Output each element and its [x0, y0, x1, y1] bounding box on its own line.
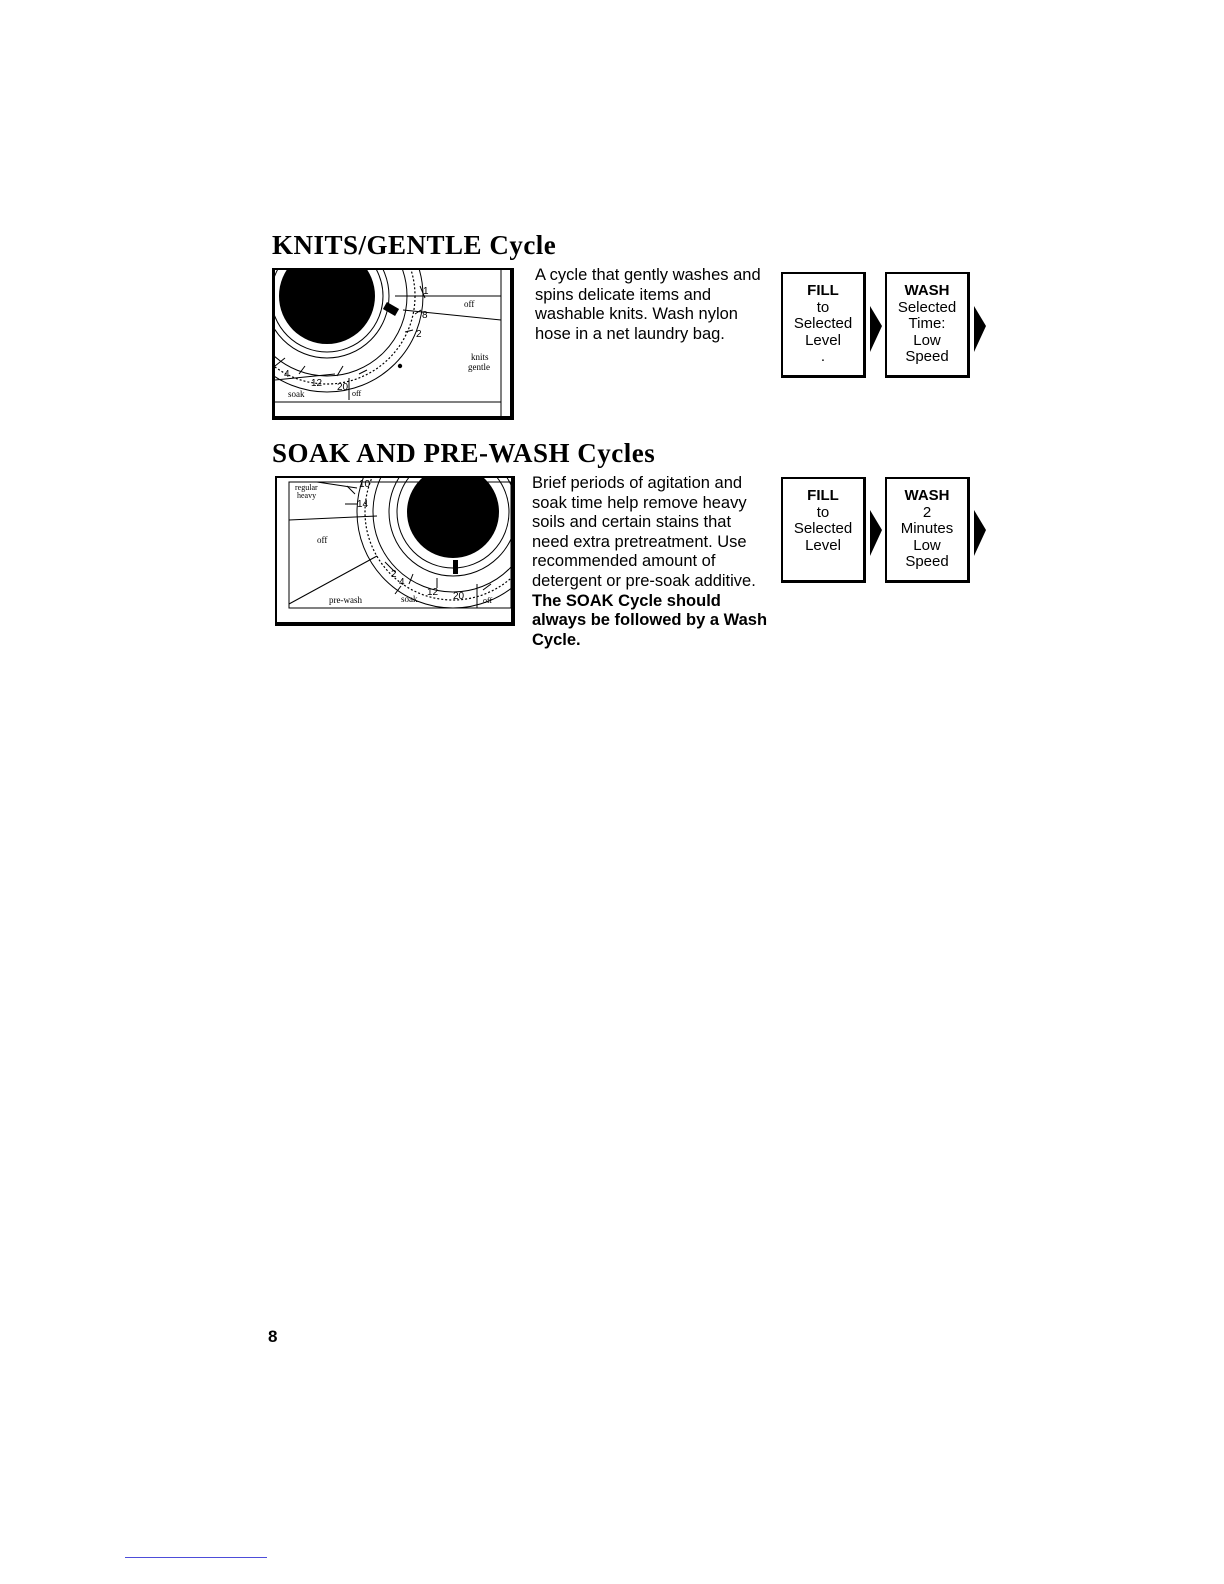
dial-number-20: 20	[453, 591, 465, 602]
dial-number-2: 2	[391, 569, 397, 580]
flow-arrow-icon	[972, 304, 988, 354]
step-line: Low	[913, 536, 941, 554]
dial-label-pre-wash: pre-wash	[329, 595, 362, 605]
dial-label-knits: knits	[471, 352, 489, 362]
step-line: Minutes	[900, 520, 954, 537]
step-header: FILL	[807, 487, 839, 504]
step-line: to	[816, 298, 830, 316]
soak-prewash-description	[532, 474, 772, 650]
description-text: Brief periods of agitation and soak time help remove heavy soils and certain stains that need extra pretreatment. Use recommended amount of detergent or pre-soak additive.	[532, 474, 756, 590]
dial-label-off: off	[464, 299, 475, 309]
page-number: 8	[268, 1327, 278, 1346]
knits-gentle-description: A cycle that gently washes and spins delicate items and washable knits. Wash nylon hose in a net laundry bag.	[535, 266, 761, 343]
dial-label-heavy: heavy	[297, 491, 317, 500]
section-title-soak-prewash: SOAK AND PRE-WASH Cycles	[272, 438, 656, 468]
dial-label-off-small: off	[352, 389, 362, 398]
section-title-knits-gentle: KNITS/GENTLE Cycle	[272, 230, 557, 260]
step-line: to	[816, 503, 830, 521]
dial-number-20: 20	[337, 382, 349, 393]
step-header: FILL	[807, 282, 839, 299]
dial-number-12: 12	[311, 378, 323, 389]
step-line: Selected	[897, 298, 957, 316]
dial-label-gentle: gentle	[468, 362, 490, 372]
step-line: Selected	[793, 520, 853, 537]
dial-number-8: 8	[422, 310, 428, 321]
flow-arrow-icon	[972, 508, 988, 558]
dial-number-4: 4	[284, 369, 290, 380]
dial-number-2: 2	[416, 329, 422, 340]
dial-number-1: 1	[423, 286, 429, 297]
step-line: Selected	[793, 315, 853, 332]
flow-arrow-icon	[868, 508, 884, 558]
dial-number-12: 12	[427, 587, 439, 598]
step-line: Speed	[905, 348, 949, 365]
dial-label-off: off	[317, 535, 328, 545]
dial-label-soak: soak	[401, 594, 418, 604]
dial-number-4: 4	[399, 577, 405, 588]
dial-graphic	[275, 270, 511, 416]
step-line: Low	[913, 331, 941, 349]
flow-arrow-icon	[868, 304, 884, 354]
dial-label-soak: soak	[288, 389, 305, 399]
step-line: Speed	[905, 553, 949, 570]
dial-number-10: 10	[359, 479, 371, 490]
step-header: WASH	[904, 487, 950, 504]
footer-rule	[125, 1557, 267, 1558]
knits-gentle-dial-illustration	[272, 268, 514, 420]
step-header: WASH	[904, 282, 950, 299]
step-line: .	[820, 348, 826, 365]
knits-fill-step	[781, 272, 866, 378]
step-line: Level	[805, 331, 841, 349]
dial-label-off-small: off	[483, 596, 493, 605]
step-line: Time:	[908, 315, 946, 332]
soak-fill-step	[781, 477, 866, 583]
dial-label-regular: regular	[295, 483, 318, 492]
dial-number-14: 14	[357, 499, 369, 510]
step-line: 2	[922, 503, 932, 521]
soak-wash-step	[885, 477, 970, 583]
soak-prewash-dial-illustration	[275, 476, 515, 626]
knits-wash-step	[885, 272, 970, 378]
description-warning: The SOAK Cycle should always be followed by a Wash Cycle.	[532, 591, 768, 649]
step-line: Level	[805, 536, 841, 554]
